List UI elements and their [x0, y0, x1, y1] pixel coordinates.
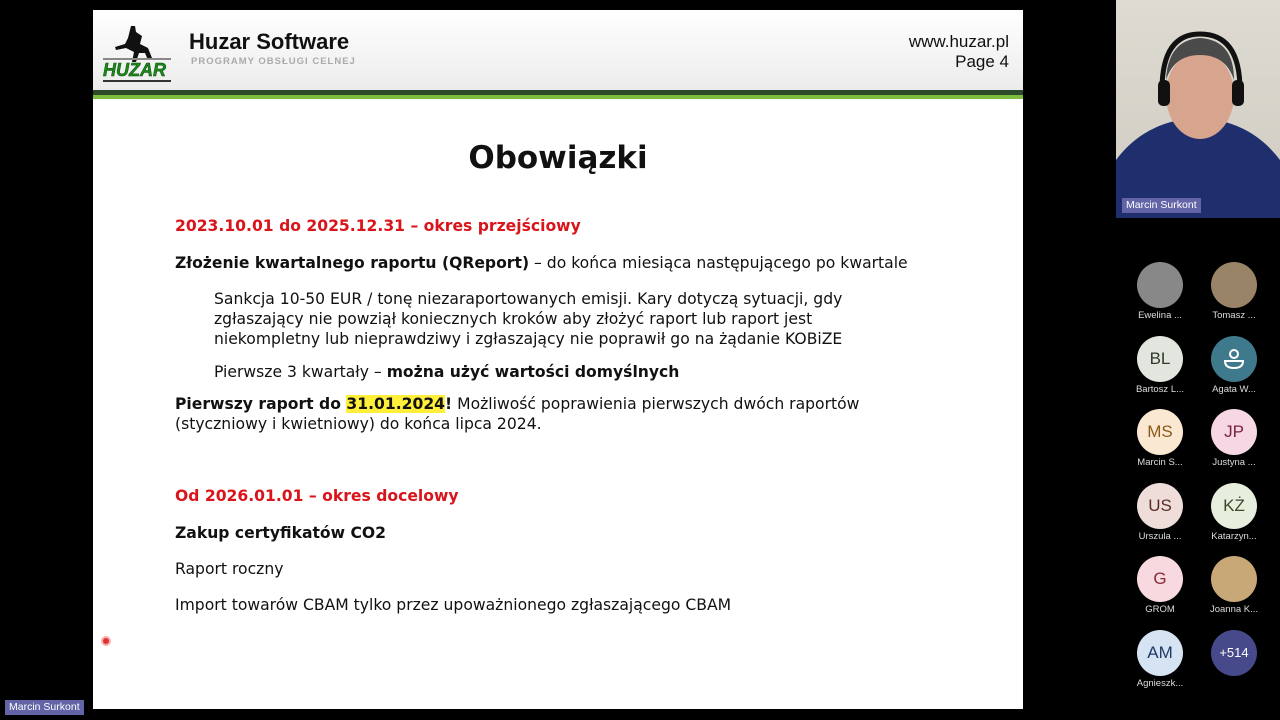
- participant-tile[interactable]: [1123, 336, 1197, 396]
- participant-tile[interactable]: [1197, 336, 1271, 396]
- participant-tile[interactable]: [1197, 262, 1271, 322]
- quarterly-report-rest: – do końca miesiąca następującego po kwartale: [529, 254, 908, 272]
- participant-name: Tomasz ...: [1212, 310, 1256, 321]
- header-divider-green: [93, 95, 1023, 99]
- first-report-excl: !: [445, 395, 453, 413]
- avatar-photo-icon: [1211, 336, 1257, 382]
- avatar: US: [1137, 483, 1183, 529]
- participant-name: Ewelina ...: [1138, 310, 1182, 321]
- site-url: www.huzar.pl: [908, 32, 1009, 51]
- avatar: KŻ: [1211, 483, 1257, 529]
- item-co2-certificates: Zakup certyfikatów CO2: [175, 524, 387, 542]
- sanction-line-2: zgłaszający nie powziął koniecznych kroków aby złożyć raport lub raport jest: [214, 310, 813, 328]
- participant-name: Agata W...: [1212, 383, 1256, 395]
- participant-name: GROM: [1145, 604, 1175, 615]
- participant-name: Katarzyn...: [1211, 530, 1257, 542]
- quarterly-report-bold: Złożenie kwartalnego raportu (QReport): [175, 254, 530, 272]
- participant-name: Marcin S...: [1137, 457, 1183, 468]
- speaker-video-tile[interactable]: [1116, 0, 1280, 218]
- slide-header: [93, 10, 1023, 90]
- sanction-line-1: Sankcja 10-50 EUR / tonę niezaraportowanych emisji. Kary dotyczą sytuacji, gdy: [214, 290, 843, 308]
- slide-title: Obowiązki: [468, 140, 648, 176]
- participant-tile[interactable]: [1197, 556, 1271, 616]
- avatar: +514: [1211, 630, 1257, 676]
- brand-subtitle: PROGRAMY OBSŁUGI CELNEJ: [191, 56, 356, 67]
- participant-tile[interactable]: [1123, 262, 1197, 322]
- speaker-name-tag: Marcin Surkont: [1122, 198, 1201, 213]
- period-target: Od 2026.01.01 – okres docelowy: [175, 487, 459, 505]
- avatar-photo-icon: [1211, 556, 1257, 602]
- period-transitional: 2023.10.01 do 2025.12.31 – okres przejściowy: [175, 217, 581, 235]
- first-report-date: 31.01.2024: [346, 395, 446, 413]
- item-cbam-import: Import towarów CBAM tylko przez upoważnionego zgłaszającego CBAM: [175, 596, 732, 614]
- presenter-name-tag: Marcin Surkont: [5, 700, 84, 715]
- person-icon: [1222, 347, 1246, 371]
- shared-slide: [93, 10, 1023, 709]
- first-report-rest: Możliwość poprawienia pierwszych dwóch raportów: [452, 395, 860, 413]
- slide-meta: [909, 32, 1009, 72]
- participant-tile[interactable]: [1123, 556, 1197, 616]
- participant-name: Bartosz L...: [1135, 383, 1185, 395]
- participant-tile[interactable]: [1123, 630, 1197, 690]
- participant-name: Justyna ...: [1212, 457, 1256, 468]
- avatar: G: [1137, 556, 1183, 602]
- first-report-bold: Pierwszy raport do: [175, 395, 347, 413]
- default-values-text: można użyć wartości domyślnych: [386, 363, 680, 381]
- svg-text:HUZAR: HUZAR: [103, 60, 166, 80]
- participant-tile[interactable]: [1123, 409, 1197, 469]
- first-quarters-text: Pierwsze 3 kwartały –: [214, 363, 387, 381]
- page-number: Page 4: [955, 52, 1009, 71]
- participant-name: Agnieszk...: [1136, 677, 1184, 689]
- speaker-person-icon: [1116, 0, 1280, 218]
- quarterly-report-line: [175, 253, 908, 273]
- item-annual-report: Raport roczny: [175, 560, 284, 578]
- avatar: JP: [1211, 409, 1257, 455]
- participant-tile[interactable]: [1123, 483, 1197, 543]
- laser-pointer-icon: [101, 636, 111, 646]
- more-participants-button[interactable]: [1197, 630, 1271, 676]
- first-quarters-line: [214, 362, 679, 382]
- avatar-photo-icon: [1137, 262, 1183, 308]
- avatar-photo-icon: [1211, 262, 1257, 308]
- brand-name: Huzar Software: [189, 29, 350, 54]
- participant-name: Joanna K...: [1209, 604, 1259, 615]
- avatar: AM: [1137, 630, 1183, 676]
- avatar: BL: [1137, 336, 1183, 382]
- participant-tile[interactable]: [1197, 409, 1271, 469]
- participant-tile[interactable]: [1197, 483, 1271, 543]
- first-report-line: [175, 394, 859, 414]
- sanction-line-3: niekompletny lub nieprawdziwy i zgłaszający nie poprawił go na żądanie KOBiZE: [214, 330, 843, 348]
- participant-name: Urszula ...: [1138, 530, 1182, 542]
- avatar: MS: [1137, 409, 1183, 455]
- huzar-logo-icon: [101, 20, 179, 86]
- first-report-line-2: (styczniowy i kwietniowy) do końca lipca 2024.: [175, 415, 542, 433]
